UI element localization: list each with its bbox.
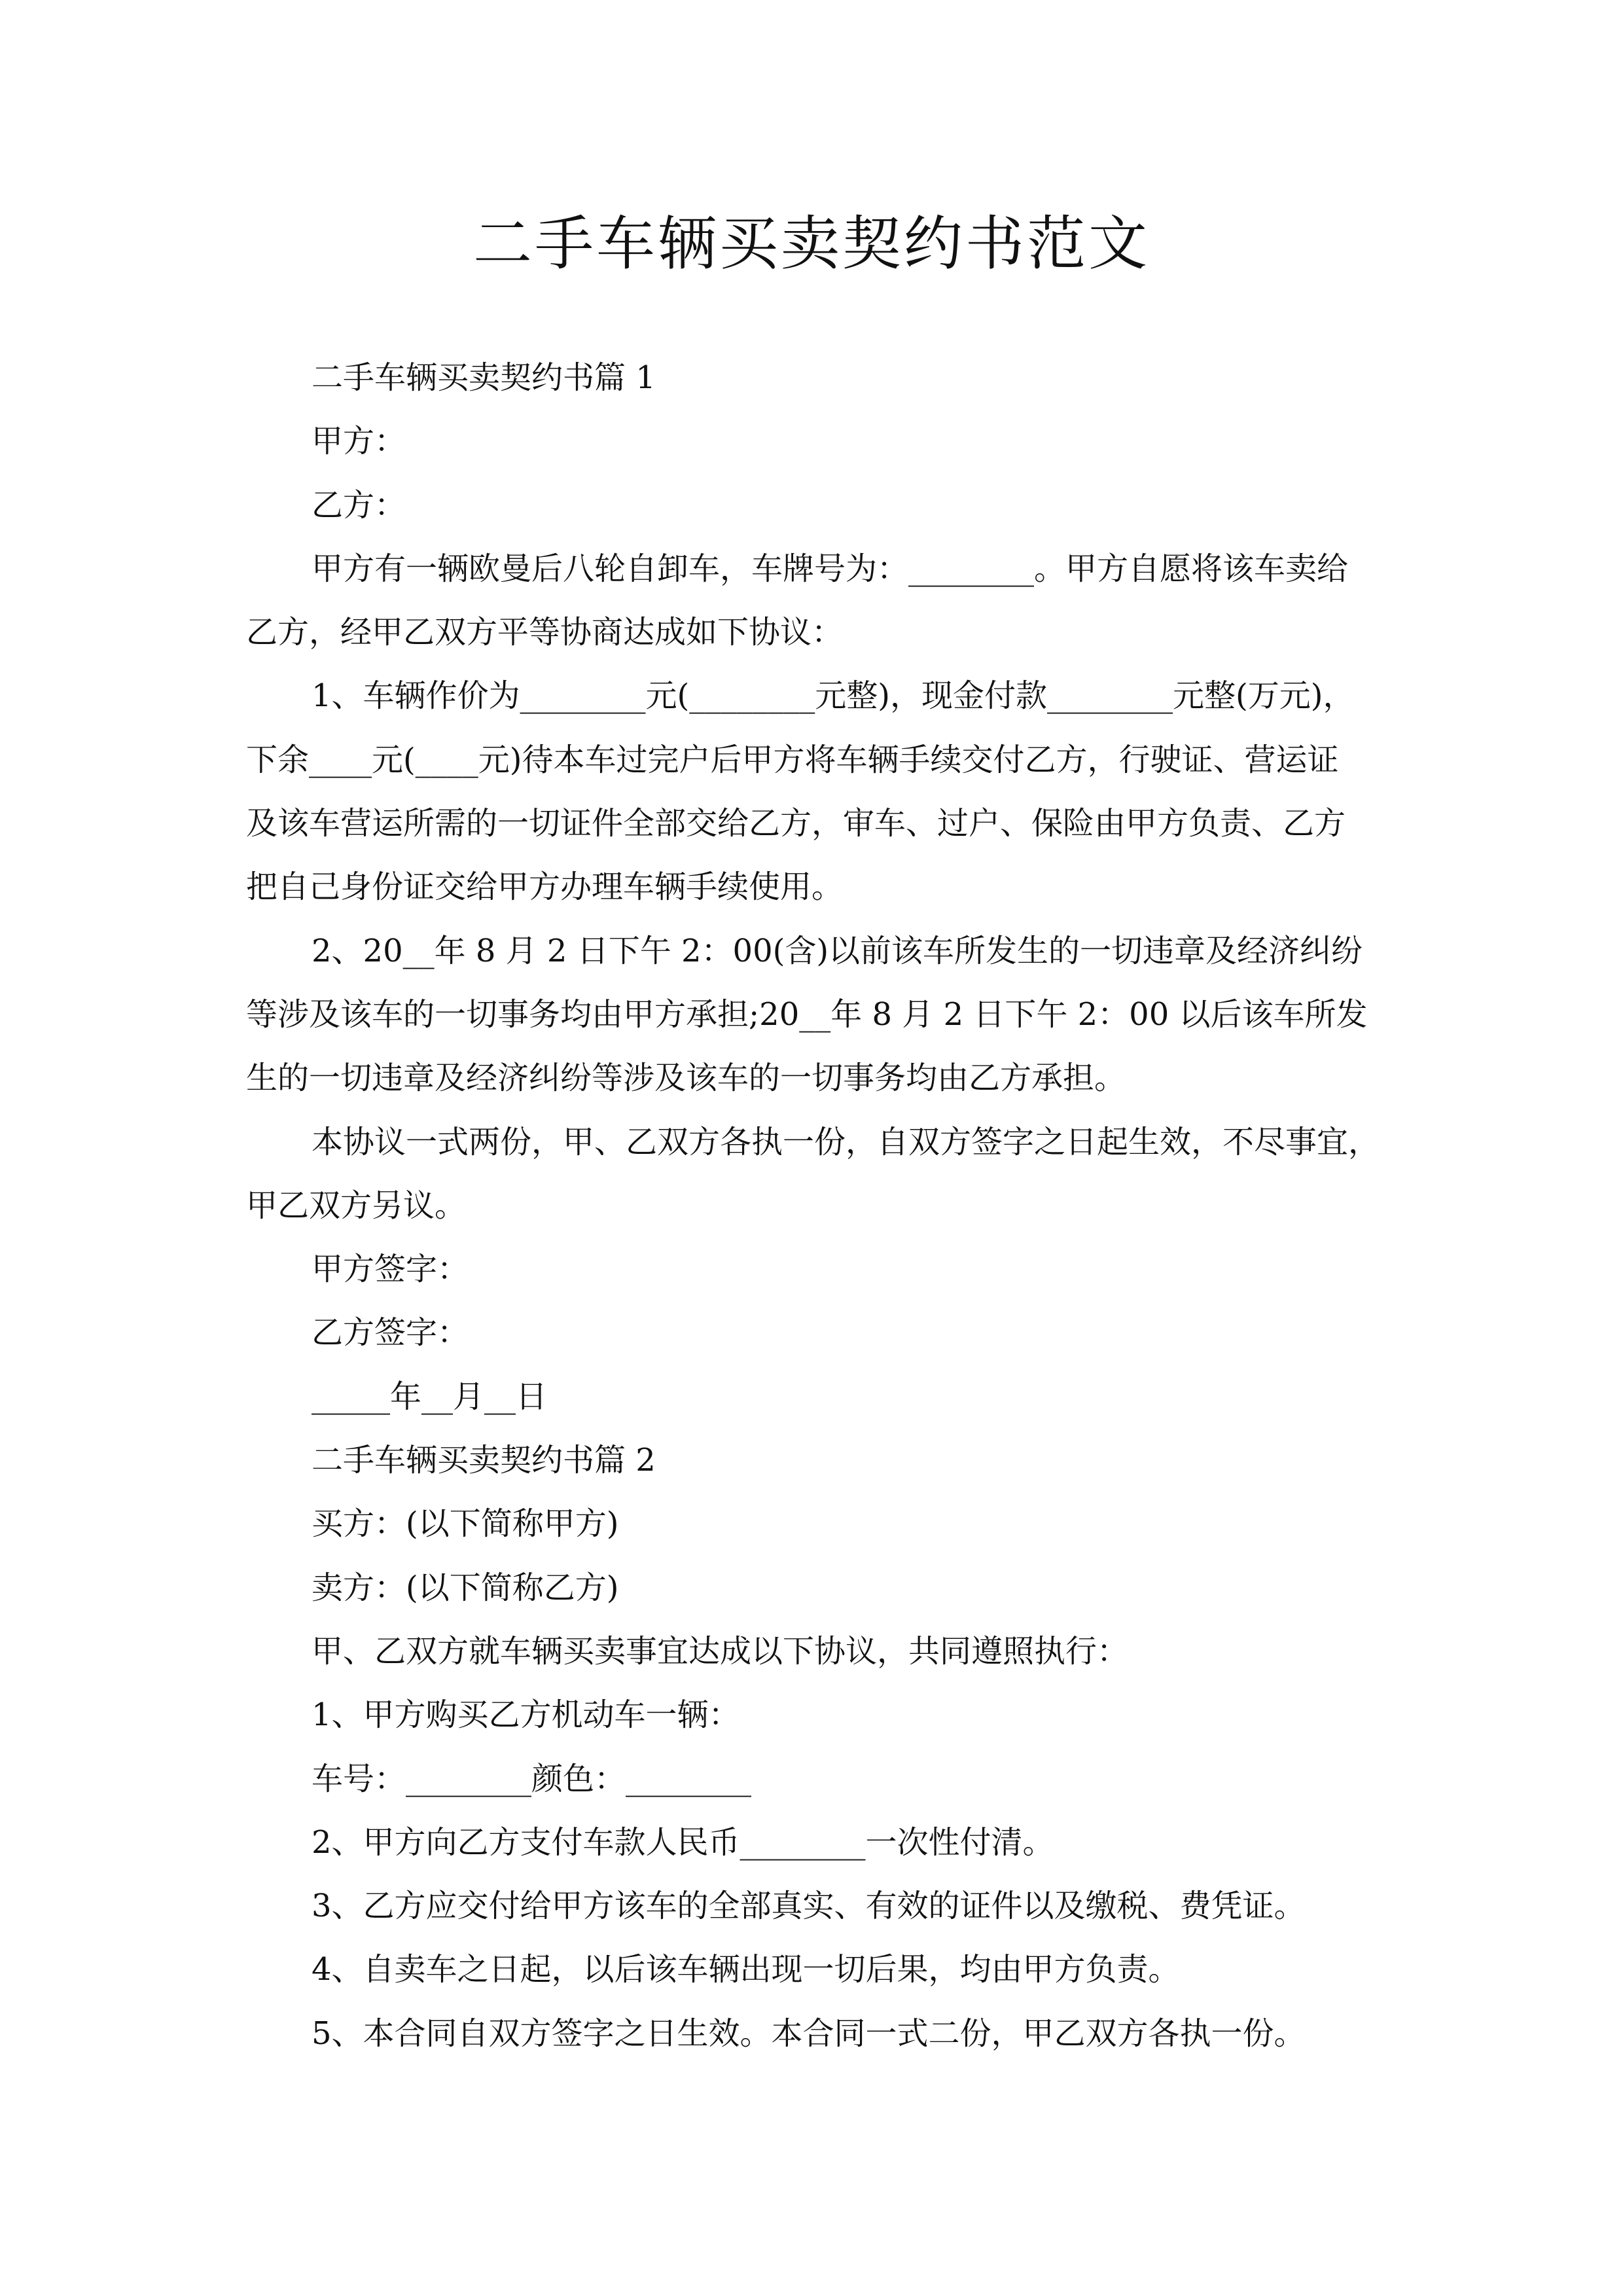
text-line: 甲方签字：: [312, 1251, 469, 1288]
text-line: 车号：________颜色：________: [312, 1760, 752, 1797]
paragraph: [246, 1938, 1385, 2001]
paragraph: [246, 1620, 1385, 1683]
document-title: 二手车辆买卖契约书范文: [473, 209, 1150, 278]
text-line: 等涉及该车的一切事务均由甲方承担;20__年 8 月 2 日下午 2：00 以后该车所发: [246, 996, 1368, 1033]
paragraph: [246, 664, 1385, 919]
paragraph: [246, 1683, 1385, 1747]
text-line: 把自己身份证交给甲方办理车辆手续使用。: [246, 869, 844, 906]
paragraph: [246, 346, 1385, 410]
text-line: 生的一切违章及经济纠纷等涉及该车的一切事务均由乙方承担。: [246, 1060, 1126, 1097]
paragraph: [246, 1874, 1385, 1938]
text-line: 1、甲方购买乙方机动车一辆：: [312, 1696, 740, 1734]
paragraph: [246, 1301, 1385, 1365]
paragraph: [246, 1492, 1385, 1556]
text-line: 2、甲方向乙方支付车款人民币________一次性付清。: [312, 1823, 1054, 1861]
text-line: 甲乙双方另议。: [246, 1187, 467, 1224]
text-line: 二手车辆买卖契约书篇 1: [312, 359, 656, 396]
paragraph: [246, 1238, 1385, 1301]
text-line: 卖方：(以下简称乙方): [312, 1569, 619, 1606]
text-line: 2、20__年 8 月 2 日下午 2：00(含)以前该车所发生的一切违章及经济纠纷: [312, 932, 1363, 969]
text-line: 乙方：: [312, 486, 406, 524]
paragraph: [246, 474, 1385, 537]
text-line: 5、本合同自双方签字之日生效。本合同一式二份，甲乙双方各执一份。: [312, 2015, 1306, 2052]
paragraph: [246, 1111, 1385, 1238]
text-line: 及该车营运所需的一切证件全部交给乙方，审车、过户、保险由甲方负责、乙方: [246, 805, 1346, 842]
text-line: 下余____元(____元)待本车过完户后甲方将车辆手续交付乙方，行驶证、营运证: [246, 741, 1339, 778]
paragraph: [246, 1429, 1385, 1492]
text-line: 甲、乙双方就车辆买卖事宜达成以下协议，共同遵照执行：: [312, 1632, 1129, 1670]
paragraph: [246, 1365, 1385, 1429]
paragraph: [246, 1748, 1385, 1811]
text-line: 甲方：: [312, 423, 406, 460]
text-line: 4、自卖车之日起，以后该车辆出现一切后果，均由甲方负责。: [312, 1951, 1180, 1988]
paragraph: [246, 1811, 1385, 1874]
paragraph: [246, 410, 1385, 473]
paragraph: [246, 1556, 1385, 1620]
paragraph: [246, 2002, 1385, 2066]
paragraph: [246, 537, 1385, 665]
paragraph: [246, 920, 1385, 1111]
text-line: 乙方，经甲乙双方平等协商达成如下协议：: [246, 614, 844, 651]
text-line: 乙方签字：: [312, 1314, 469, 1352]
text-line: 本协议一式两份，甲、乙双方各执一份，自双方签字之日起生效，不尽事宜，: [312, 1123, 1380, 1160]
text-line: _____年__月__日: [312, 1378, 548, 1415]
text-line: 1、车辆作价为________元(________元整)，现金付款________元整(万元)，: [312, 677, 1355, 715]
text-line: 甲方有一辆欧曼后八轮自卸车，车牌号为：________。甲方自愿将该车卖给: [312, 550, 1349, 587]
text-line: 买方：(以下简称甲方): [312, 1505, 619, 1543]
document-body: [246, 346, 1385, 2066]
text-line: 二手车辆买卖契约书篇 2: [312, 1442, 656, 1479]
text-line: 3、乙方应交付给甲方该车的全部真实、有效的证件以及缴税、费凭证。: [312, 1888, 1306, 1925]
